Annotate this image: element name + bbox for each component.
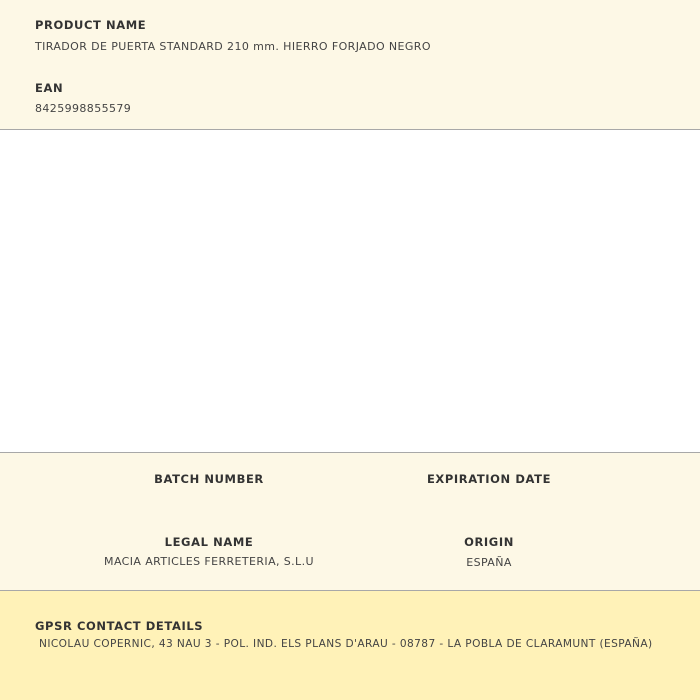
ean-value: 8425998855579 bbox=[35, 102, 132, 115]
legal-name-label: LEGAL NAME bbox=[164, 535, 254, 549]
expiration-date-label: EXPIRATION DATE bbox=[426, 472, 552, 486]
blank-area bbox=[0, 130, 700, 452]
gpsr-contact-section bbox=[0, 591, 700, 700]
product-name-value: TIRADOR DE PUERTA STANDARD 210 mm. HIERRO FORJADO NEGRO bbox=[35, 40, 431, 53]
origin-label: ORIGIN bbox=[464, 535, 514, 549]
gpsr-contact-label: GPSR CONTACT DETAILS bbox=[35, 619, 204, 633]
origin-value: ESPAÑA bbox=[466, 556, 512, 569]
ean-label: EAN bbox=[35, 81, 64, 95]
batch-number-label: BATCH NUMBER bbox=[154, 472, 264, 486]
product-info-section bbox=[0, 0, 700, 130]
product-name-label: PRODUCT NAME bbox=[35, 18, 147, 32]
batch-legal-section bbox=[0, 452, 700, 591]
gpsr-address-value: NICOLAU COPERNIC, 43 NAU 3 - POL. IND. ELS PLANS D'ARAU - 08787 - LA POBLA DE CLARAMUNT (ESPAÑA) bbox=[39, 638, 653, 650]
legal-name-value: MACIA ARTICLES FERRETERIA, S.L.U bbox=[104, 555, 314, 568]
